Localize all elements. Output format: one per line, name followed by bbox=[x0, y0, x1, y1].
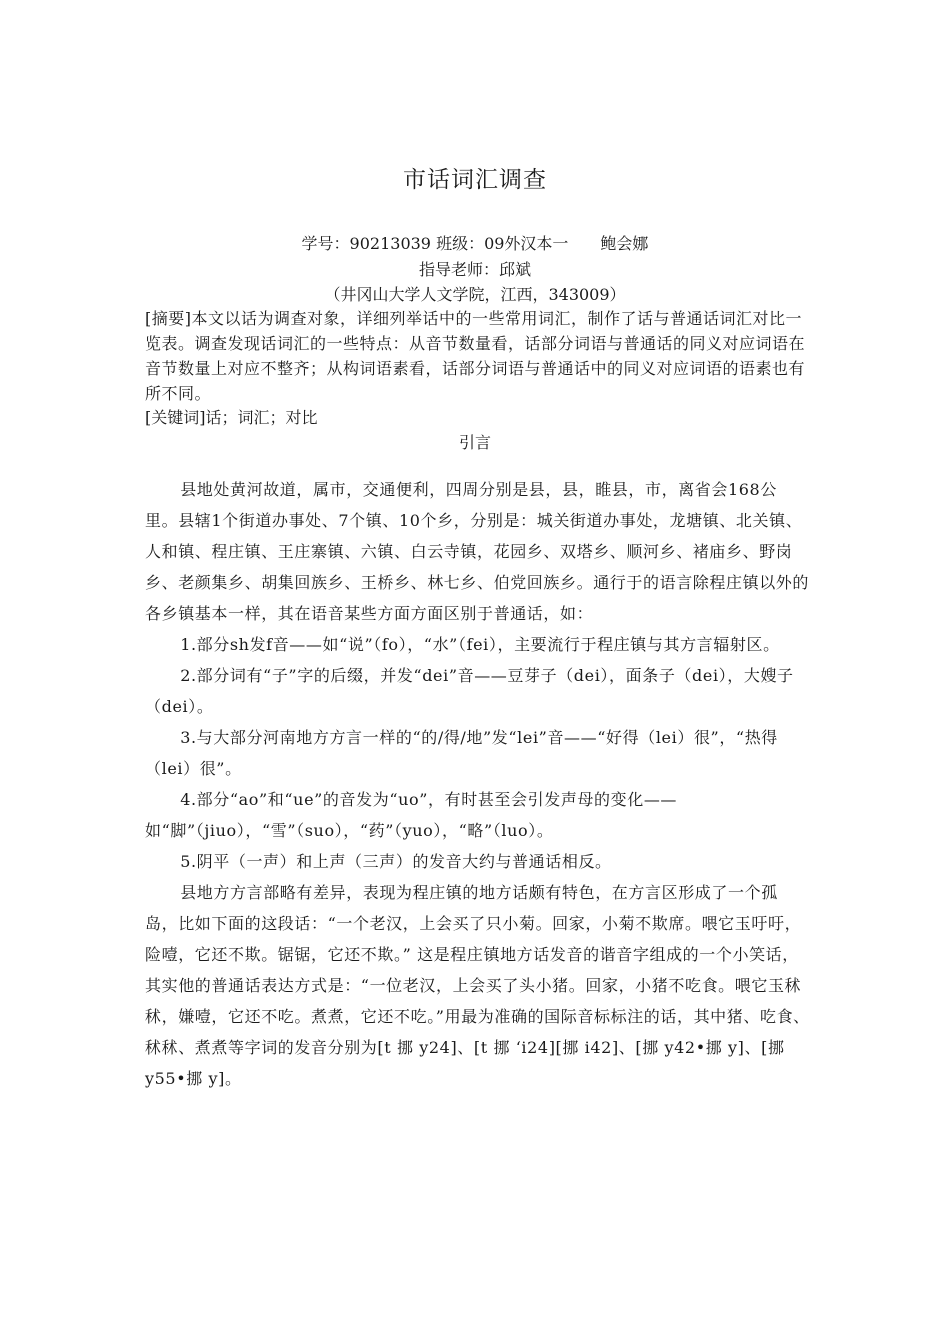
paragraph: 县地方方言部略有差异，表现为程庄镇的地方话颇有特色，在方言区形成了一个孤岛，比如下面的这段话：“一个老汉，上会买了只小菊。回家，小菊不欺席。喂它玉吁吁，险噎，它还不欺。锯锯，它还不欺。” 这是程庄镇地方话发音的谐音字组成的一个小笑话，其实他的普通话表达方式是：“一位老汉，上会买了头小猪。回家，小猪不吃食。喂它玉秫秫，嫌噎，它还不吃。煮煮，它还不吃。”用最为准确的国际音标标注的话，其中猪、吃食、秫秫、煮煮等字词的发音分别为[t 挪 y24]、[t 挪 ‘i24][挪 i42]、[挪 y42•挪 y]、[挪 y55•挪 y]。 bbox=[145, 883, 810, 1088]
list-item: 1.部分sh发f音——如“说”（fo），“水”（fei），主要流行于程庄镇与其方言辐射区。 bbox=[180, 635, 780, 654]
section-heading-intro: 引言 bbox=[458, 433, 491, 452]
abstract: [摘要]本文以话为调查对象，详细列举话中的一些常用词汇，制作了话与普通话词汇对比一览表。调查发现话词汇的一些特点：从音节数量看，话部分词语与普通话的同义对应词语在音节数量上对应不整齐；从构词语素看，话部分词语与普通话中的同义对应词语的语素也有所不同。 bbox=[145, 309, 806, 403]
author-line: 学号：90213039 班级：09外汉本一 鲍会娜 bbox=[301, 234, 649, 253]
paragraph: 县地处黄河故道，属市，交通便利，四周分别是县，县，睢县，市，离省会168公里。县辖1个街道办事处、7个镇、10个乡，分别是：城关街道办事处，龙塘镇、北关镇、人和镇、程庄镇、王庄寨镇、六镇、白云寺镇，花园乡、双塔乡、顺河乡、褚庙乡、野岗乡、老颜集乡、胡集回族乡、王桥乡、林七乡、伯党回族乡。通行于的语言除程庄镇以外的各乡镇基本一样，其在语音某些方面方面区别于普通话，如： bbox=[145, 480, 810, 623]
list-item: 4.部分“ao”和“ue”的音发为“uo”，有时甚至会引发声母的变化——如“脚”（jiuo），“雪”（suo），“药”（yuo），“略”（luo）。 bbox=[145, 790, 678, 840]
list-item: 2.部分词有“子”字的后缀，并发“dei”音——豆芽子（dei），面条子（dei），大嫂子（dei）。 bbox=[145, 666, 794, 716]
keywords: [关键词]话；词汇；对比 bbox=[145, 408, 318, 427]
list-item: 5.阴平（一声）和上声（三声）的发音大约与普通话相反。 bbox=[180, 852, 612, 871]
affiliation-line: （井冈山大学人文学院，江西，343009） bbox=[324, 285, 626, 304]
body-text bbox=[145, 474, 810, 1094]
advisor-line: 指导老师：邱斌 bbox=[418, 260, 531, 279]
document-title: 市话词汇调查 bbox=[403, 167, 547, 193]
list-item: 3.与大部分河南地方方言一样的“的/得/地”发“lei”音——“好得（lei）很”，“热得（lei）很”。 bbox=[145, 728, 778, 778]
